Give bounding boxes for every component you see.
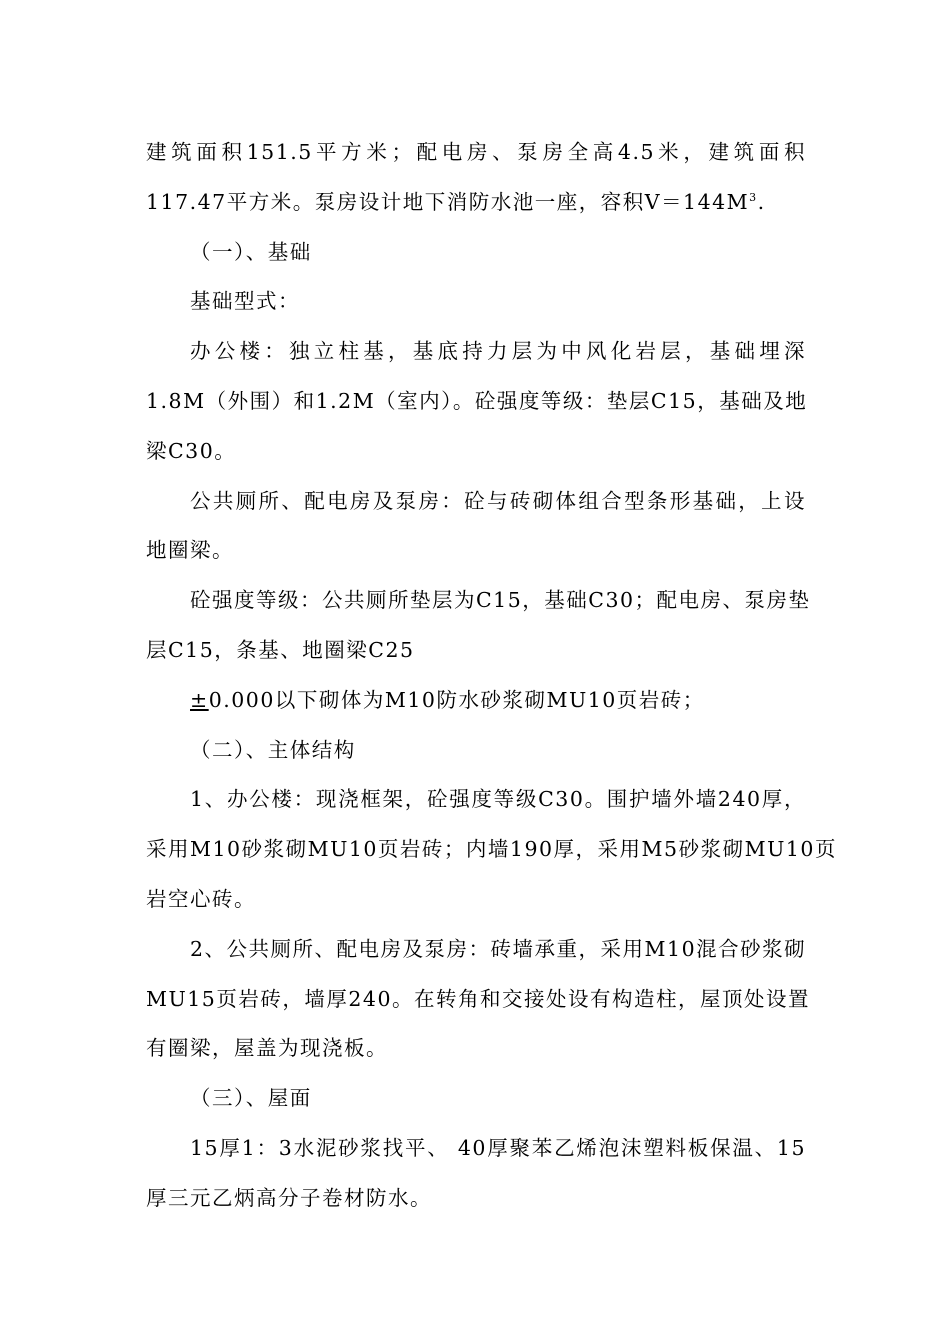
paragraph-line: 砼强度等级：公共厕所垫层为C15，基础C30；配电房、泵房垫 (190, 588, 811, 613)
paragraph-line: 采用M10砂浆砌MU10页岩砖；内墙190厚，采用M5砂浆砌MU10页 (146, 837, 837, 862)
volume-exponent: 3 (749, 190, 758, 204)
paragraph-line (146, 679, 806, 729)
paragraph-line: 基础型式： (190, 289, 300, 314)
line-end-period: . (757, 189, 766, 214)
section-heading-roof: （三）、屋面 (190, 1086, 312, 1111)
paragraph-line: 1.8M（外围）和1.2M（室内）。砼强度等级：垫层C15，基础及地 (146, 388, 808, 413)
paragraph-line (146, 181, 806, 231)
paragraph-line: MU15页岩砖，墙厚240。在转角和交接处设有构造柱，屋顶处设置 (146, 986, 810, 1011)
paragraph-line: 岩空心砖。 (146, 886, 256, 911)
paragraph-line: 层C15，条基、地圈梁C25 (146, 637, 415, 662)
paragraph-line: 1、办公楼：现浇框架，砼强度等级C30。围护墙外墙240厚， (190, 787, 806, 812)
paragraph-line: 2、公共厕所、配电房及泵房：砖墙承重，采用M10混合砂浆砌 (190, 936, 807, 961)
paragraph-line: 地圈梁。 (146, 538, 234, 563)
paragraph-line: 梁C30。 (146, 438, 237, 463)
section-heading-foundation: （一）、基础 (190, 239, 312, 264)
paragraph-line: 15厚1：3水泥砂浆找平、 40厚聚苯乙烯泡沫塑料板保温、15 (190, 1135, 806, 1160)
paragraph-line: 公共厕所、配电房及泵房：砼与砖砌体组合型条形基础，上设 (190, 488, 806, 513)
document-body (146, 131, 837, 1227)
plus-minus-symbol: ± (190, 687, 209, 712)
line-text: 117.47平方米。泵房设计地下消防水池一座，容积V＝144M (146, 189, 750, 214)
paragraph-line: 有圈梁，屋盖为现浇板。 (146, 1036, 388, 1061)
paragraph-line: 建筑面积151.5平方米；配电房、泵房全高4.5米，建筑面积 (146, 140, 806, 164)
paragraph-line: 办公楼：独立柱基，基底持力层为中风化岩层，基础埋深 (190, 339, 806, 364)
paragraph-line: 厚三元乙炳高分子卷材防水。 (146, 1185, 432, 1210)
section-heading-main-structure: （二）、主体结构 (190, 737, 356, 762)
line-text: 0.000以下砌体为M10防水砂浆砌MU10页岩砖； (208, 687, 705, 712)
